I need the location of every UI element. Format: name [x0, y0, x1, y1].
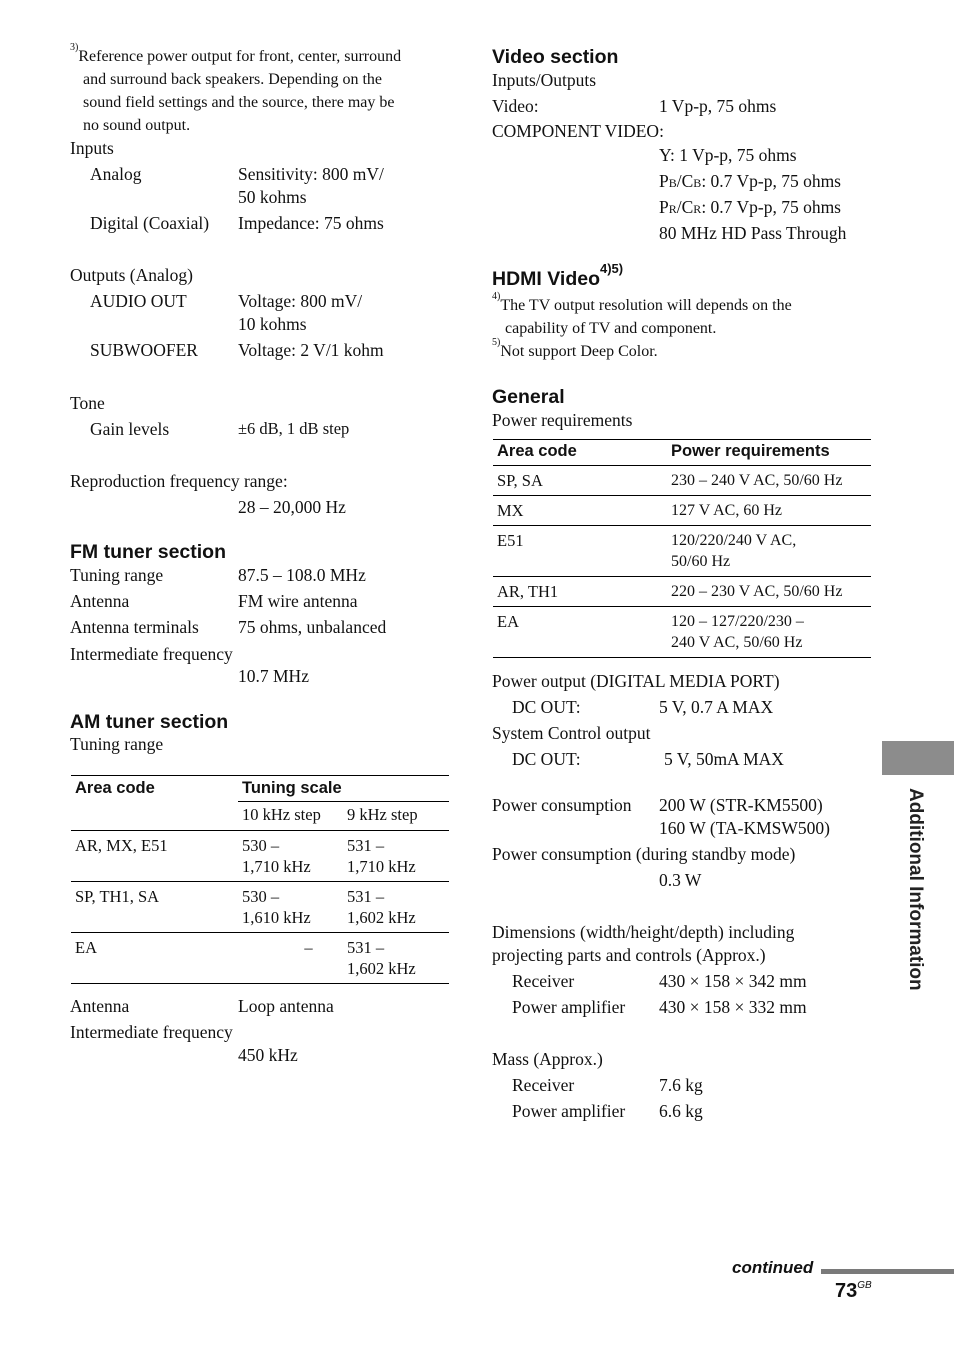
am-antenna-label: Antenna — [70, 996, 130, 1016]
table-header-area: Area code — [497, 442, 577, 460]
table-row — [71, 882, 449, 933]
gain-value: ±6 dB, 1 dB step — [238, 419, 350, 438]
footnote-5: $^{5)}$Not support Deep Color. — [492, 337, 658, 360]
side-section-label: Additional Information — [905, 788, 926, 991]
am-if-value: 450 kHz — [238, 1045, 298, 1065]
outputs-label: Outputs (Analog) — [70, 265, 193, 285]
dim-amp-value: 430 × 158 × 332 mm — [659, 997, 807, 1017]
fm-tuning-label: Tuning range — [70, 565, 164, 585]
inputs-label: Inputs — [70, 138, 114, 158]
mass-receiver-label: Receiver — [512, 1075, 575, 1095]
table-cell-10k: 530 – 1,610 kHz — [242, 887, 311, 927]
dimensions-label-2: projecting parts and controls (Approx.) — [492, 945, 766, 965]
audio-out-value-2: 10 kohms — [238, 314, 307, 334]
footnote-mark: 3) — [70, 42, 79, 53]
standby-value: 0.3 W — [659, 870, 702, 890]
power-consumption-label: Power consumption — [492, 795, 632, 815]
am-section-title: AM tuner section — [70, 711, 229, 733]
table-cell-power: 220 – 230 V AC, 50/60 Hz — [671, 583, 843, 600]
table-header-scale: Tuning scale — [238, 776, 449, 802]
subwoofer-value: Voltage: 2 V/1 kohm — [238, 340, 384, 360]
general-section-title: General — [492, 386, 565, 408]
table-cell-area: AR, MX, E51 — [75, 836, 168, 855]
table-cell-power: 120/220/240 V AC, 50/60 Hz — [671, 532, 797, 570]
table-row — [493, 496, 871, 526]
table-row — [493, 577, 871, 607]
table-cell-area: EA — [75, 938, 97, 957]
am-antenna-value: Loop antenna — [238, 996, 334, 1016]
fm-antenna-value: FM wire antenna — [238, 591, 358, 611]
fm-section-title: FM tuner section — [70, 541, 227, 563]
video-value: 1 Vp-p, 75 ohms — [659, 96, 777, 116]
footnote-line: sound field settings and the source, there may be — [83, 94, 395, 111]
table-subheader-10k: 10 kHz step — [242, 805, 321, 824]
power-req-label: Power requirements — [492, 410, 633, 430]
standby-label: Power consumption (during standby mode) — [492, 844, 796, 864]
tone-label: Tone — [70, 393, 105, 413]
table-row — [493, 466, 871, 496]
footnote-3 — [70, 42, 402, 68]
table-cell-power: 230 – 240 V AC, 50/60 Hz — [671, 472, 843, 489]
mass-amp-label: Power amplifier — [512, 1101, 626, 1121]
footnote-4: $^{4)}$The TV output resolution will depends on the — [492, 291, 792, 314]
subwoofer-label: SUBWOOFER — [90, 340, 198, 360]
mass-receiver-value: 7.6 kg — [659, 1075, 703, 1095]
dimensions-label: Dimensions (width/height/depth) including — [492, 922, 795, 942]
fm-if-label: Intermediate frequency — [70, 644, 233, 664]
table-cell-power: 127 V AC, 60 Hz — [671, 502, 782, 519]
dim-receiver-value: 430 × 158 × 342 mm — [659, 971, 807, 991]
component-pb-value: PB/CB: 0.7 Vp-p, 75 ohms — [659, 171, 841, 191]
table-cell-10k: 530 – 1,710 kHz — [242, 836, 311, 876]
table-cell-9k: 531 – 1,602 kHz — [347, 938, 416, 978]
am-tuning-label: Tuning range — [70, 734, 164, 754]
digital-label: Digital (Coaxial) — [90, 213, 210, 233]
table-row — [71, 933, 449, 984]
am-if-label: Intermediate frequency — [70, 1022, 233, 1042]
repro-label: Reproduction frequency range: — [70, 471, 288, 491]
table-cell-area: SP, TH1, SA — [75, 887, 160, 906]
table-row — [71, 831, 449, 882]
system-control-label: System Control output — [492, 723, 651, 743]
fm-tuning-value: 87.5 – 108.0 MHz — [238, 565, 366, 585]
inputs-outputs-label: Inputs/Outputs — [492, 70, 597, 90]
table-row — [493, 607, 871, 658]
power-consumption-value: 200 W (STR-KM5500) — [659, 795, 823, 815]
table-subheader-9k: 9 kHz step — [347, 805, 418, 824]
component-label: COMPONENT VIDEO: — [492, 121, 664, 141]
continued-label: continued — [732, 1258, 814, 1277]
section-tab-marker — [882, 741, 954, 775]
system-dc-value: 5 V, 50mA MAX — [664, 749, 784, 769]
continued-bar — [821, 1269, 954, 1274]
component-y-value: Y: 1 Vp-p, 75 ohms — [659, 145, 797, 165]
analog-value: Sensitivity: 800 mV/ — [238, 164, 384, 184]
analog-label: Analog — [90, 164, 142, 184]
footnote-line: no sound output. — [83, 117, 191, 134]
fm-terminals-label: Antenna terminals — [70, 617, 199, 637]
video-section-title: Video section — [492, 46, 619, 68]
table-header-power: Power requirements — [671, 442, 830, 460]
table-cell-area: E51 — [497, 531, 524, 550]
digital-value: Impedance: 75 ohms — [238, 213, 384, 233]
video-label: Video: — [492, 96, 539, 116]
hdmi-section-title: HDMI Video$^{4)5)}$ — [492, 261, 624, 290]
table-row — [493, 526, 871, 577]
component-hd-value: 80 MHz HD Pass Through — [659, 223, 847, 243]
power-consumption-value-2: 160 W (TA-KMSW500) — [659, 818, 830, 838]
table-cell-10k: – — [304, 938, 313, 957]
footnote-line: capability of TV and component. — [505, 320, 717, 337]
table-cell-area: MX — [497, 501, 524, 520]
dmp-dc-value: 5 V, 0.7 A MAX — [659, 697, 774, 717]
fm-antenna-label: Antenna — [70, 591, 130, 611]
analog-value-2: 50 kohms — [238, 187, 307, 207]
power-requirements-table — [493, 439, 871, 658]
am-tuning-table — [71, 775, 449, 984]
table-cell-area: EA — [497, 612, 519, 631]
table-cell-power: 120 – 127/220/230 – 240 V AC, 50/60 Hz — [671, 613, 804, 651]
system-dc-label: DC OUT: — [512, 749, 581, 769]
footnote-line: and surround back speakers. Depending on the — [83, 71, 383, 88]
repro-value: 28 – 20,000 Hz — [238, 497, 346, 517]
table-cell-area: AR, TH1 — [497, 582, 559, 601]
table-header-area: Area code — [75, 779, 155, 798]
audio-out-label: AUDIO OUT — [90, 291, 187, 311]
fm-if-value: 10.7 MHz — [238, 666, 309, 686]
fm-terminals-value: 75 ohms, unbalanced — [238, 617, 387, 637]
gain-label: Gain levels — [90, 419, 170, 439]
footnote-line: Reference power output for front, center, surround — [78, 48, 402, 65]
dim-receiver-label: Receiver — [512, 971, 575, 991]
component-pr-value: PR/CR: 0.7 Vp-p, 75 ohms — [659, 197, 841, 217]
mass-amp-value: 6.6 kg — [659, 1101, 703, 1121]
dim-amp-label: Power amplifier — [512, 997, 626, 1017]
table-cell-9k: 531 – 1,602 kHz — [347, 887, 416, 927]
audio-out-value: Voltage: 800 mV/ — [238, 291, 363, 311]
dmp-label: Power output (DIGITAL MEDIA PORT) — [492, 671, 780, 691]
mass-label: Mass (Approx.) — [492, 1049, 603, 1069]
dmp-dc-label: DC OUT: — [512, 697, 581, 717]
table-cell-9k: 531 – 1,710 kHz — [347, 836, 416, 876]
page-number: $73^{GB}$ — [835, 1280, 872, 1302]
table-cell-area: SP, SA — [497, 471, 543, 490]
